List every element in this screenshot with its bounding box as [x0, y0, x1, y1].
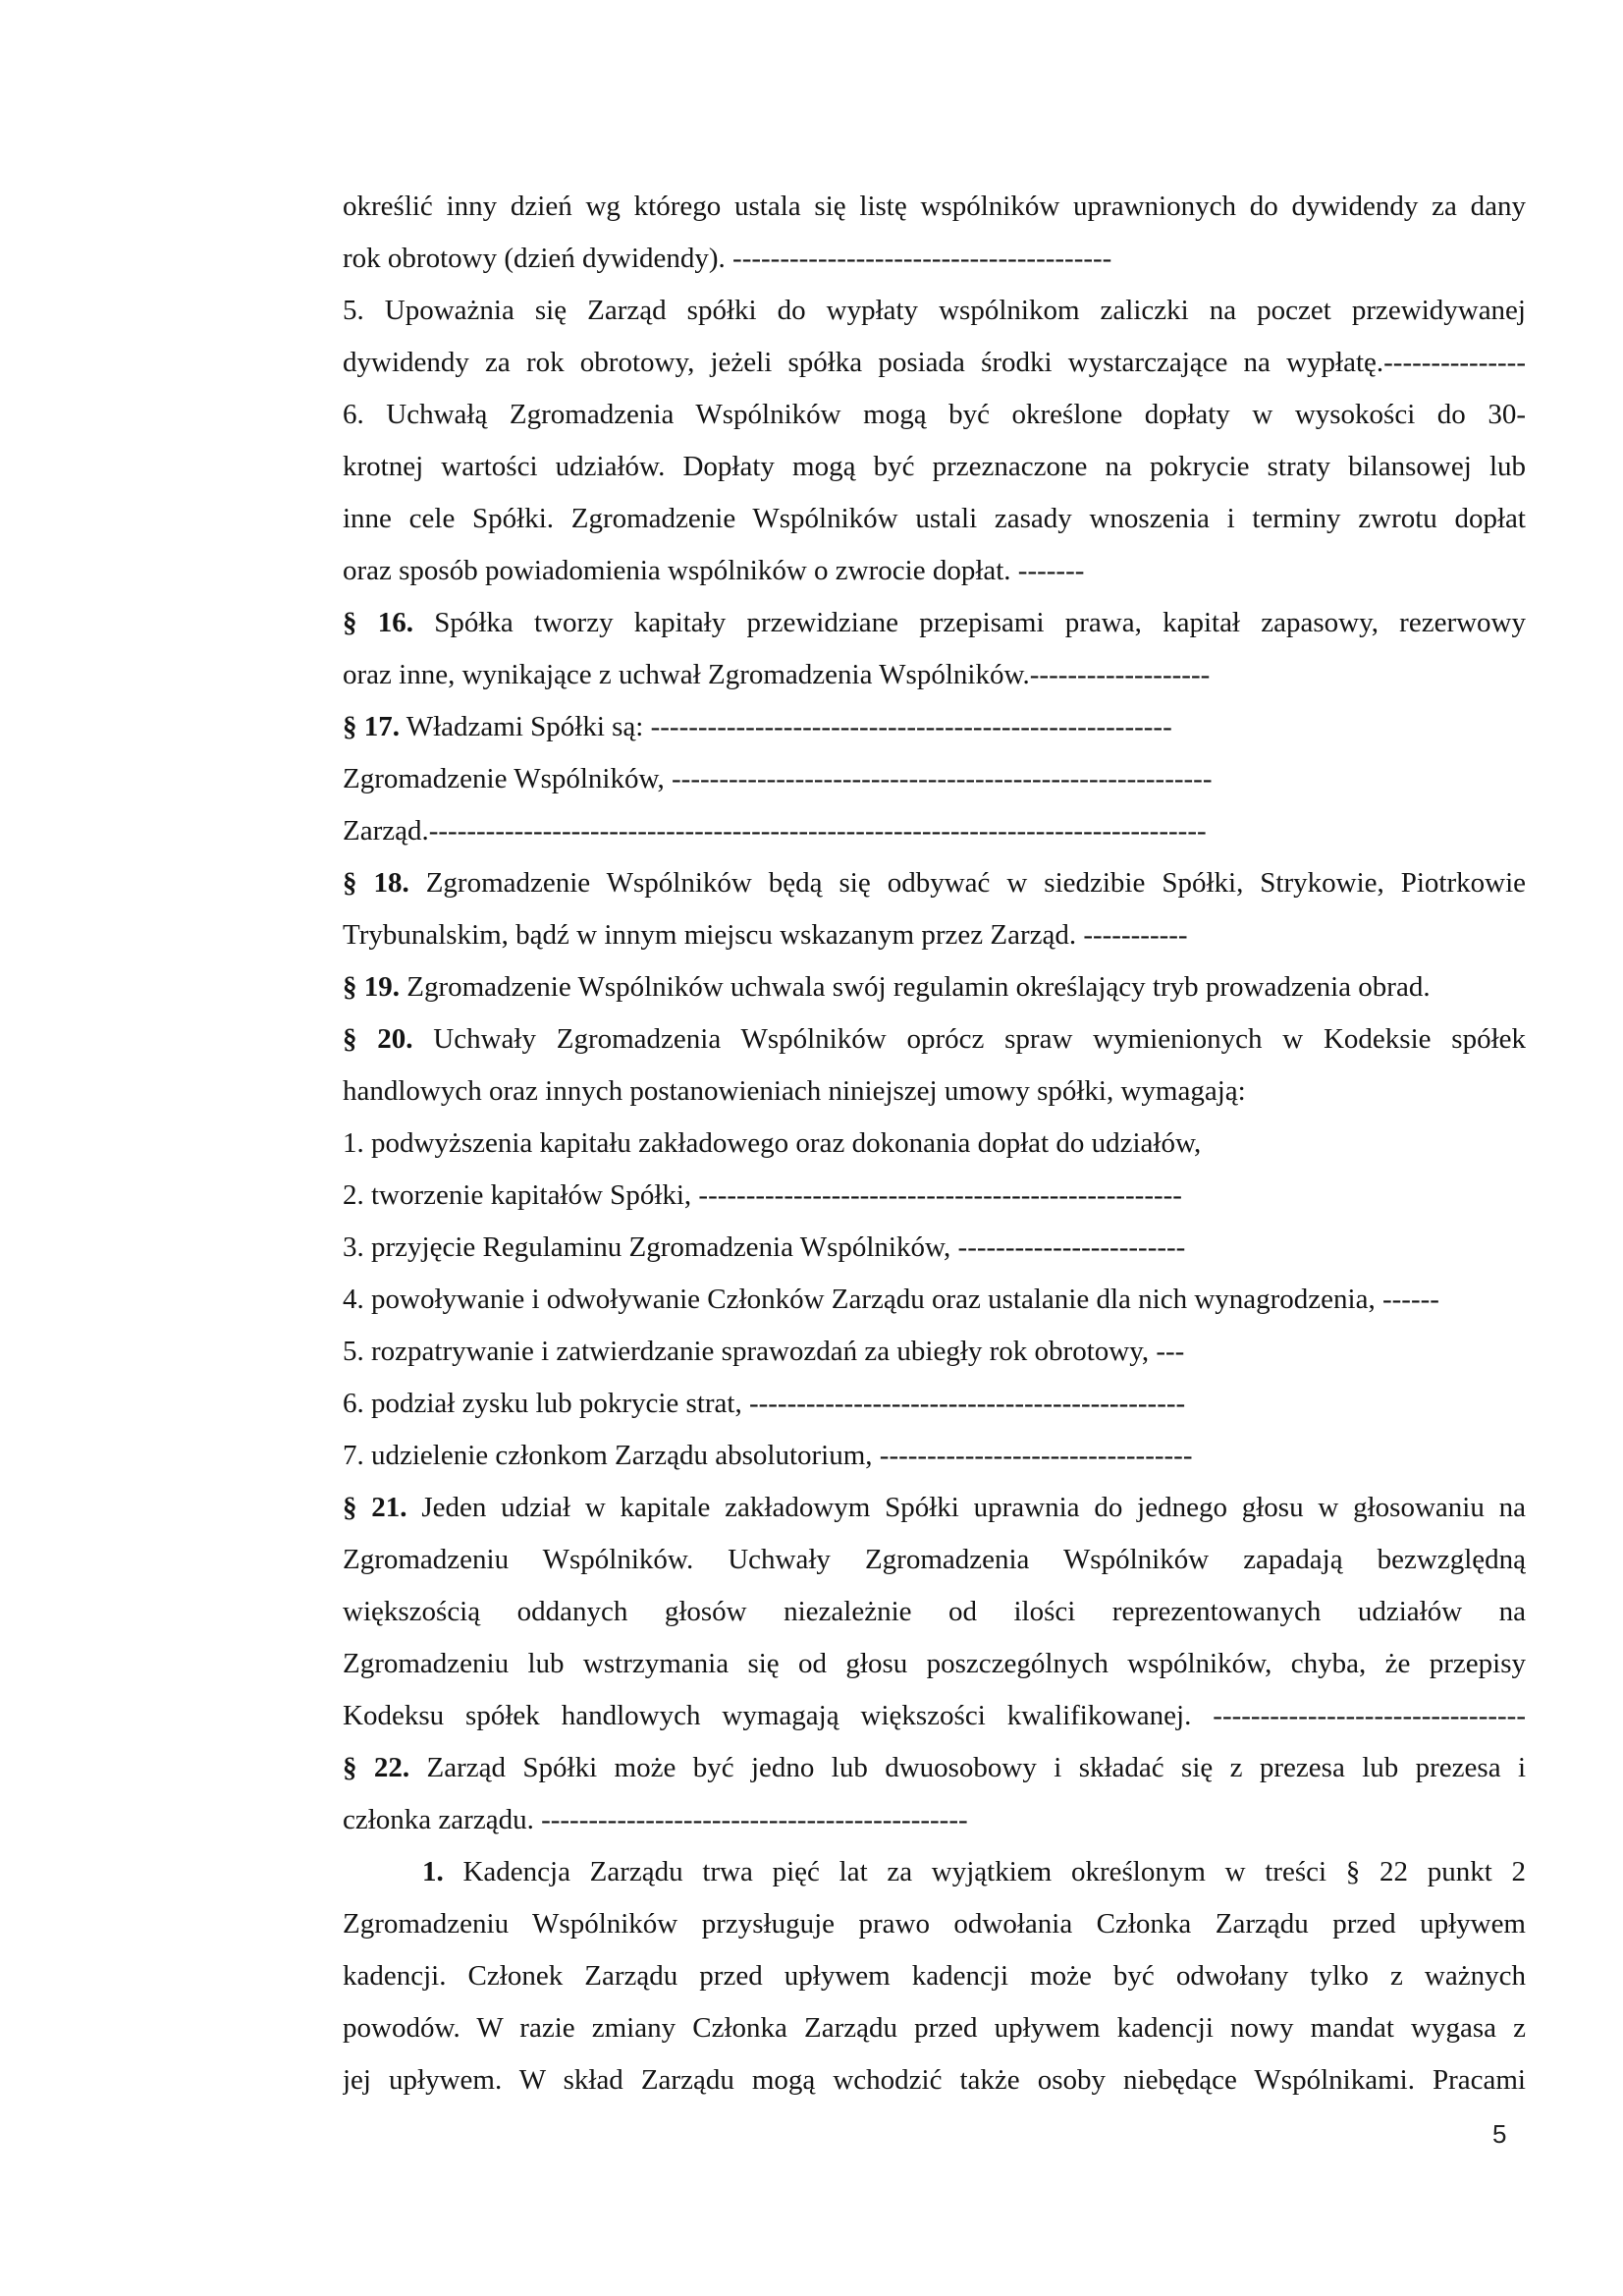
- text-line: [343, 389, 1526, 441]
- text-line: [343, 1118, 1526, 1170]
- section-marker: 1.: [422, 1856, 444, 1887]
- text-line: [343, 649, 1526, 701]
- text-line: [343, 493, 1526, 545]
- text-line: [343, 441, 1526, 493]
- line-text: rok obrotowy (dzień dywidendy). ----------------------------------------: [343, 243, 1112, 274]
- section-marker: § 19.: [343, 971, 400, 1003]
- line-text: Zarząd.----------------------------------------------------------------------------------: [343, 815, 1207, 847]
- text-line: [343, 1222, 1526, 1274]
- line-text: 5. Upoważnia się Zarząd spółki do wypłaty wspólnikom zaliczki na poczet przewidywanej: [343, 295, 1526, 326]
- section-marker: § 17.: [343, 711, 400, 742]
- page-number: 5: [1492, 2119, 1507, 2149]
- line-text: jej upływem. W skład Zarządu mogą wchodzić także osoby niebędące Wspólnikami. Pracami: [343, 2064, 1526, 2096]
- line-text: Zgromadzeniu Wspólników. Uchwały Zgromadzenia Wspólników zapadają bezwzględną: [343, 1544, 1526, 1575]
- text-line: [343, 285, 1526, 337]
- line-text: powodów. W razie zmiany Członka Zarządu przed upływem kadencji nowy mandat wygasa z: [343, 2012, 1526, 2044]
- text-line: [343, 753, 1526, 805]
- text-line: [343, 337, 1526, 389]
- line-text: Zgromadzeniu lub wstrzymania się od głosu poszczególnych wspólników, chyba, że przepisy: [343, 1648, 1526, 1679]
- line-text: 7. udzielenie członkom Zarządu absolutorium, ---------------------------------: [343, 1440, 1193, 1471]
- line-text: 2. tworzenie kapitałów Spółki, ---------------------------------------------------: [343, 1179, 1182, 1211]
- line-text: inne cele Spółki. Zgromadzenie Wspólników ustali zasady wnoszenia i terminy zwrotu dopłat: [343, 503, 1526, 534]
- line-text: Kadencja Zarządu trwa pięć lat za wyjątkiem określonym w treści § 22 punkt 2: [443, 1856, 1526, 1887]
- line-text: określić inny dzień wg którego ustala się listę wspólników uprawnionych do dywidendy za dany: [343, 191, 1526, 222]
- section-marker: § 22.: [343, 1752, 410, 1783]
- line-text: 5. rozpatrywanie i zatwierdzanie sprawozdań za ubiegły rok obrotowy, ---: [343, 1336, 1185, 1367]
- text-line: [343, 1690, 1526, 1742]
- line-text: krotnej wartości udziałów. Dopłaty mogą być przeznaczone na pokrycie straty bilansowej lub: [343, 451, 1526, 482]
- section-marker: § 18.: [343, 867, 409, 899]
- line-text: Kodeksu spółek handlowych wymagają większości kwalifikowanej. ---------------------------------: [343, 1700, 1526, 1731]
- line-text: Uchwały Zgromadzenia Wspólników oprócz spraw wymienionych w Kodeksie spółek: [412, 1023, 1526, 1055]
- text-line: [343, 2002, 1526, 2054]
- line-text: 6. podział zysku lub pokrycie strat, ----------------------------------------------: [343, 1388, 1186, 1419]
- text-line: [343, 1586, 1526, 1638]
- line-text: Zarząd Spółki może być jedno lub dwuosobowy i składać się z prezesa lub prezesa i: [409, 1752, 1526, 1783]
- text-line: [343, 1846, 1526, 1898]
- text-line: [343, 1430, 1526, 1482]
- text-line: [343, 233, 1526, 285]
- text-line: [343, 701, 1526, 753]
- line-text: Trybunalskim, bądź w innym miejscu wskazanym przez Zarząd. -----------: [343, 919, 1188, 951]
- line-text: Zgromadzeniu Wspólników przysługuje prawo odwołania Członka Zarządu przed upływem: [343, 1908, 1526, 1940]
- text-line: [343, 961, 1526, 1013]
- text-line: [343, 1326, 1526, 1378]
- line-text: większością oddanych głosów niezależnie od ilości reprezentowanych udziałów na: [343, 1596, 1526, 1627]
- line-text: oraz inne, wynikające z uchwał Zgromadzenia Wspólników.-------------------: [343, 659, 1211, 690]
- text-line: [343, 1170, 1526, 1222]
- text-line: [343, 2054, 1526, 2106]
- section-marker: § 21.: [343, 1492, 407, 1523]
- text-line: [343, 545, 1526, 597]
- line-text: Zgromadzenie Wspólników, ---------------------------------------------------------: [343, 763, 1213, 794]
- text-line: [343, 1013, 1526, 1066]
- line-text: członka zarządu. ---------------------------------------------: [343, 1804, 968, 1835]
- text-line: [343, 1534, 1526, 1586]
- text-line: [343, 1794, 1526, 1846]
- line-text: 4. powoływanie i odwoływanie Członków Zarządu oraz ustalanie dla nich wynagrodzenia, ------: [343, 1284, 1439, 1315]
- text-line: [343, 909, 1526, 961]
- line-text: 3. przyjęcie Regulaminu Zgromadzenia Wspólników, ------------------------: [343, 1231, 1186, 1263]
- line-text: handlowych oraz innych postanowieniach niniejszej umowy spółki, wymagają:: [343, 1075, 1246, 1107]
- text-line: [343, 857, 1526, 909]
- line-text: Zgromadzenie Wspólników będą się odbywać w siedzibie Spółki, Strykowie, Piotrkowie: [408, 867, 1526, 899]
- text-line: [343, 1274, 1526, 1326]
- line-text: 6. Uchwałą Zgromadzenia Wspólników mogą być określone dopłaty w wysokości do 30-: [343, 399, 1526, 430]
- line-text: kadencji. Członek Zarządu przed upływem kadencji może być odwołany tylko z ważnych: [343, 1960, 1526, 1992]
- text-line: [343, 1066, 1526, 1118]
- line-text: Władzami Spółki są: -------------------------------------------------------: [400, 711, 1172, 742]
- text-line: [343, 805, 1526, 857]
- document-body: [343, 181, 1526, 2106]
- line-text: oraz sposób powiadomienia wspólników o zwrocie dopłat. -------: [343, 555, 1085, 586]
- text-line: [343, 597, 1526, 649]
- text-line: [343, 1742, 1526, 1794]
- line-text: dywidendy za rok obrotowy, jeżeli spółka posiada środki wystarczające na wypłatę.---------------: [343, 347, 1526, 378]
- line-text: Jeden udział w kapitale zakładowym Spółki uprawnia do jednego głosu w głosowaniu na: [406, 1492, 1526, 1523]
- line-text: 1. podwyższenia kapitału zakładowego oraz dokonania dopłat do udziałów,: [343, 1127, 1202, 1159]
- text-line: [343, 1638, 1526, 1690]
- text-line: [343, 1898, 1526, 1950]
- text-line: [343, 1950, 1526, 2002]
- text-line: [343, 1482, 1526, 1534]
- section-marker: § 16.: [343, 607, 413, 638]
- line-text: Spółka tworzy kapitały przewidziane przepisami prawa, kapitał zapasowy, rezerwowy: [413, 607, 1526, 638]
- section-marker: § 20.: [343, 1023, 413, 1055]
- text-line: [343, 181, 1526, 233]
- line-text: Zgromadzenie Wspólników uchwala swój regulamin określający tryb prowadzenia obrad.: [400, 971, 1431, 1003]
- text-line: [343, 1378, 1526, 1430]
